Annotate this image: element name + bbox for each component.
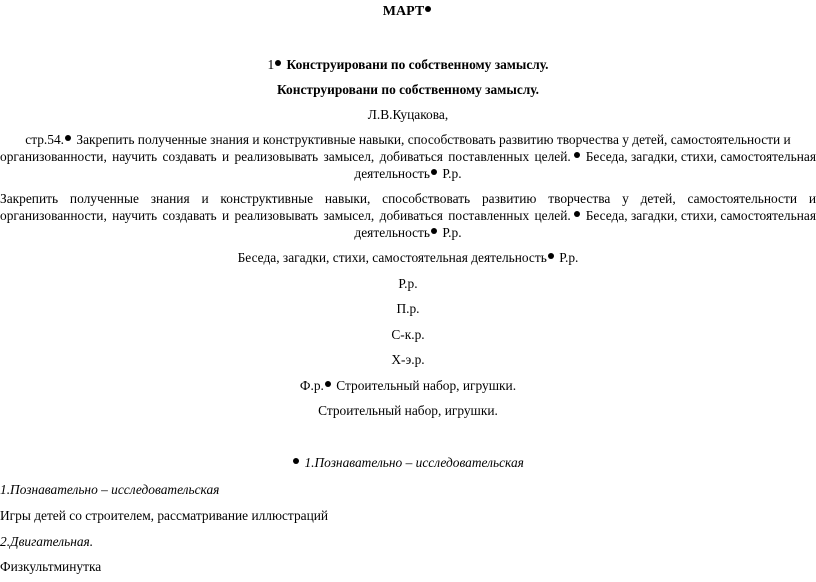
paragraph2-rr: Р.р. — [442, 225, 462, 240]
paragraph2-goal-2: организованности, научить создавать и реализовывать замысел, добиваться поставленных целей. — [0, 208, 571, 223]
paragraph2-line1 — [0, 191, 816, 207]
section2-text: Физкультминутка — [0, 559, 102, 574]
bullet-icon — [293, 458, 299, 464]
materials-prefix: Ф.р. — [299, 378, 324, 393]
paragraph2-activity: Беседа, загадки, стихи, самостоятельная — [585, 208, 816, 223]
materials-line-text: Строительный набор, игрушки. — [336, 378, 517, 393]
page-title — [0, 3, 816, 20]
author: Л.В.Куцакова, — [367, 107, 449, 122]
paragraph1-activity-wrap — [573, 149, 816, 165]
bullet-icon — [548, 253, 554, 259]
paragraph1-line2 — [0, 149, 816, 165]
paragraph1-activity-end: деятельность — [354, 166, 431, 181]
bullet-icon — [574, 211, 580, 217]
section2-title: 2.Двигательная. — [0, 534, 94, 549]
topic-name: Конструировани по собственному замыслу. — [286, 57, 549, 72]
area-rr: Р.р. — [398, 276, 418, 291]
topic-line — [0, 57, 816, 73]
materials: Строительный набор, игрушки. — [318, 403, 498, 418]
paragraph1-activity: Беседа, загадки, стихи, самостоятельная — [585, 149, 816, 164]
bullet-icon — [275, 60, 281, 66]
activity-rr: Р.р. — [559, 250, 579, 265]
paragraph2-activity-wrap — [573, 208, 816, 224]
bullet-icon — [574, 152, 580, 158]
paragraph2-line3 — [0, 225, 816, 241]
materials-line — [0, 378, 816, 394]
area-pr: П.р. — [396, 301, 420, 316]
paragraph2-line2 — [0, 208, 816, 224]
section1-bullet-text: 1.Познавательно – исследовательская — [304, 455, 524, 470]
page-ref: стр.54. — [25, 132, 65, 147]
bullet-icon — [431, 169, 437, 175]
paragraph1-rr: Р.р. — [442, 166, 462, 181]
bullet-icon — [65, 135, 71, 141]
paragraph1-line3 — [0, 166, 816, 182]
title-text: МАРТ — [382, 4, 425, 19]
topic-name-repeat: Конструировани по собственному замыслу. — [277, 82, 539, 97]
paragraph1-line1 — [0, 132, 816, 148]
activity-text: Беседа, загадки, стихи, самостоятельная деятельность — [237, 250, 547, 265]
bullet-icon — [325, 381, 331, 387]
section1-text: Игры детей со строителем, рассматривание иллюстраций — [0, 508, 329, 523]
activity-line — [0, 250, 816, 266]
paragraph2-activity-end: деятельность — [354, 225, 431, 240]
paragraph1-goal: Закрепить полученные знания и конструктивные навыки, способствовать развитию творчества у детей, самостоятельности и — [76, 132, 791, 147]
paragraph2-goal: Закрепить полученные знания и конструктивные навыки, способствовать развитию творчества у детей, самостоятельности и — [0, 191, 816, 206]
section1-bullet-heading — [0, 455, 816, 471]
bullet-icon — [425, 6, 431, 12]
section1-title: 1.Познавательно – исследовательская — [0, 482, 220, 497]
bullet-icon — [431, 228, 437, 234]
topic-number: 1 — [267, 57, 275, 72]
area-her: Х-э.р. — [391, 352, 425, 367]
paragraph1-goal-2: организованности, научить создавать и реализовывать замысел, добиваться поставленных целей. — [0, 149, 571, 164]
area-skr: С-к.р. — [391, 327, 425, 342]
